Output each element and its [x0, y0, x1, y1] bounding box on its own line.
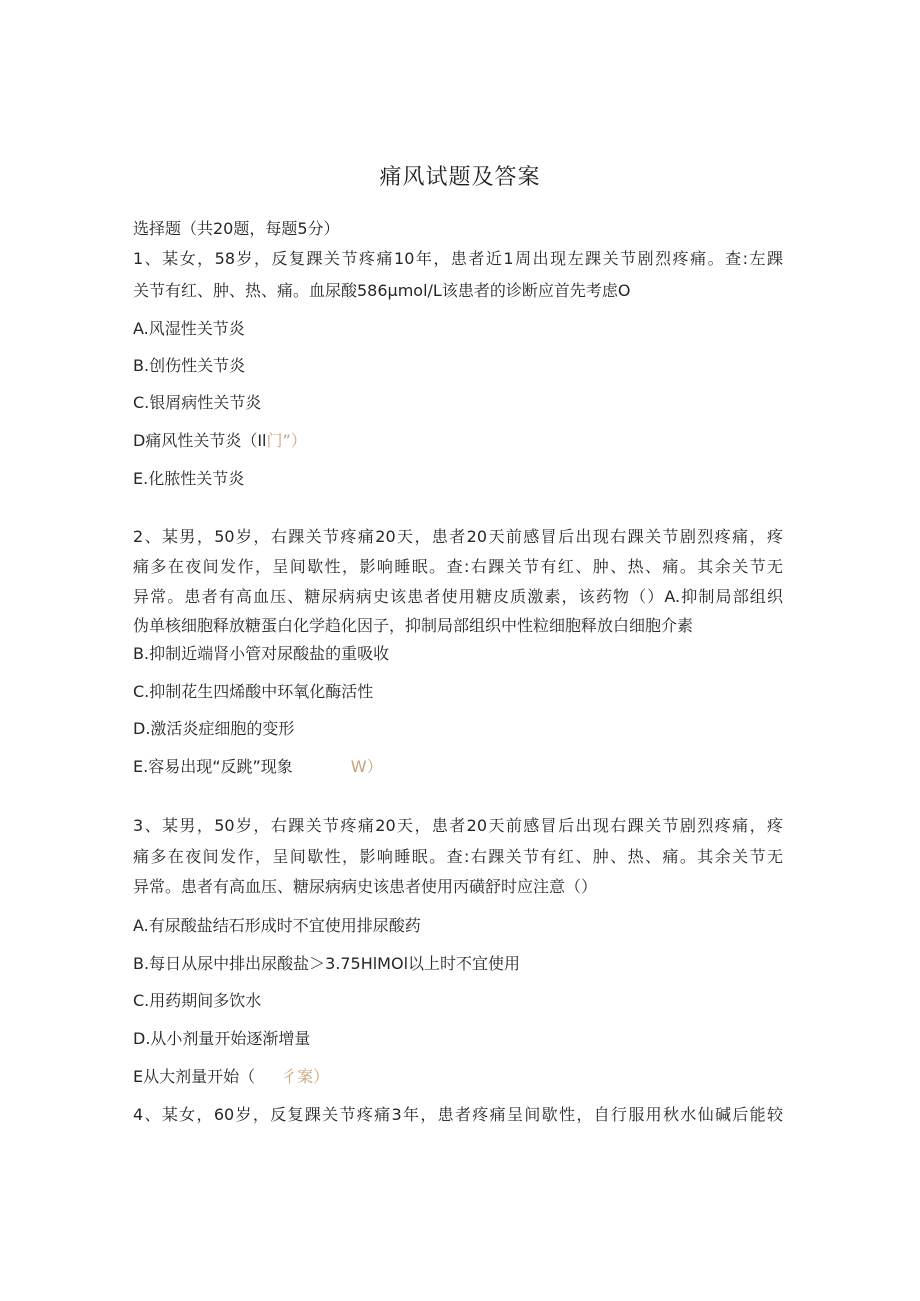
- q2-option-d: D.激活炎症细胞的变形: [133, 719, 295, 738]
- q1-option-d-answer-mark: 门”）: [266, 431, 307, 450]
- q1-option-b: B.创伤性关节炎: [133, 356, 246, 375]
- q3-option-a: A.有尿酸盐结石形成时不宜使用排尿酸药: [133, 916, 421, 935]
- q3-stem-line-3: 异常。患者有高血压、糖尿病病史该患者使用丙磺舒时应注意（）: [133, 877, 598, 896]
- q3-option-e-text: E从大剂量开始（: [133, 1067, 256, 1086]
- q2-option-e-answer-mark: W）: [350, 757, 383, 776]
- q3-option-e-answer-mark: 彳案）: [281, 1067, 330, 1086]
- q3-stem-line-1: 3、某男，50岁，右踝关节疼痛20天，患者20天前感冒后出现右踝关节剧烈疼痛，疼: [133, 816, 783, 835]
- section-header: 选择题（共20题，每题5分）: [133, 219, 340, 238]
- q1-stem-line-1: 1、某女，58岁，反复踝关节疼痛10年，患者近1周出现左踝关节剧烈疼痛。查:左踝: [133, 249, 783, 268]
- q2-stem-line-4: 伪单核细胞释放糖蛋白化学趋化因子，抑制局部组织中性粒细胞释放白细胞介素: [133, 616, 694, 635]
- q2-option-c: C.抑制花生四烯酸中环氧化酶活性: [133, 682, 374, 701]
- q1-option-c: C.银屑病性关节炎: [133, 393, 262, 412]
- q2-stem-line-2: 痛多在夜间发作，呈间歇性，影响睡眠。查:右踝关节有红、肿、热、痛。其余关节无: [133, 557, 783, 576]
- q3-option-b: B.每日从尿中排出尿酸盐＞3.75HlMOl以上时不宜使用: [133, 954, 521, 973]
- q1-option-e: E.化脓性关节炎: [133, 469, 245, 488]
- q2-option-e-text: E.容易出现“反跳”现象: [133, 757, 293, 776]
- q3-option-c: C.用药期间多饮水: [133, 991, 262, 1010]
- q1-option-d: [133, 430, 783, 452]
- q2-stem-line-1: 2、某男，50岁，右踝关节疼痛20天，患者20天前感冒后出现右踝关节剧烈疼痛，疼: [133, 527, 783, 546]
- q1-option-d-text: D痛风性关节炎（Il: [133, 431, 267, 450]
- q3-option-e: [133, 1066, 783, 1088]
- q1-option-a: A.风湿性关节炎: [133, 319, 245, 338]
- q2-option-b: B.抑制近端肾小管对尿酸盐的重吸收: [133, 644, 390, 663]
- q3-option-d: D.从小剂量开始逐渐增量: [133, 1029, 311, 1048]
- q1-stem-line-2: 关节有红、肿、热、痛。血尿酸586μmol∕L该患者的诊断应首先考虑O: [133, 281, 631, 300]
- q3-stem-line-2: 痛多在夜间发作，呈间歇性，影响睡眠。查:右踝关节有红、肿、热、痛。其余关节无: [133, 847, 783, 866]
- q2-stem-line-3: 异常。患者有高血压、糖尿病病史该患者使用糖皮质激素，该药物（）A.抑制局部组织: [133, 587, 783, 606]
- q4-stem-line-1: 4、某女，60岁，反复踝关节疼痛3年，患者疼痛呈间歇性，自行服用秋水仙碱后能较: [133, 1105, 783, 1124]
- document-title: 痛风试题及答案: [379, 165, 541, 190]
- q2-option-e: [133, 756, 783, 778]
